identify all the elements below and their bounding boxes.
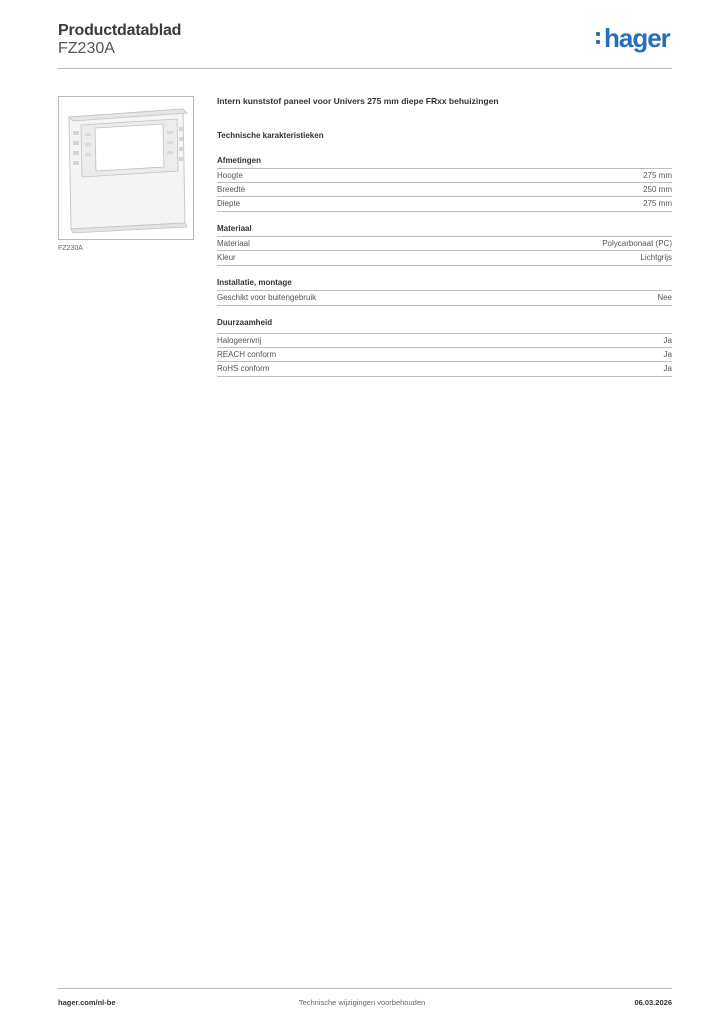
section-title-materiaal: Materiaal: [217, 224, 252, 233]
spec-row: [217, 333, 672, 348]
product-image: [58, 96, 194, 240]
product-panel-illustration: [59, 97, 193, 239]
footer-disclaimer: Technische wijzigingen voorbehouden: [298, 998, 426, 1007]
technical-heading: Technische karakteristieken: [217, 131, 324, 140]
spec-row: [217, 250, 672, 266]
section-title-installatie: Installatie, montage: [217, 278, 292, 287]
spec-row: [217, 196, 672, 212]
spec-value: Lichtgrijs: [640, 253, 672, 262]
hager-logo: [594, 23, 674, 55]
spec-value: Ja: [663, 364, 672, 373]
spec-value: Ja: [663, 336, 672, 345]
spec-value: 275 mm: [643, 171, 672, 180]
logo-text: hager: [604, 23, 670, 53]
spec-label: REACH conform: [217, 350, 277, 359]
spec-row: [217, 290, 672, 306]
spec-label: Halogeenvrij: [217, 336, 262, 345]
image-caption: FZ230A: [58, 245, 83, 252]
spec-value: 275 mm: [643, 199, 672, 208]
product-code: FZ230A: [58, 40, 115, 57]
spec-row: [217, 347, 672, 362]
header-divider: [58, 68, 672, 69]
logo-dot-top: [596, 32, 600, 36]
footer-website-link[interactable]: hager.com/nl-be: [58, 998, 116, 1007]
product-description: Intern kunststof paneel voor Univers 275 mm diepe FRxx behuizingen: [217, 96, 499, 106]
section-title-afmetingen: Afmetingen: [217, 156, 261, 165]
spec-label: Hoogte: [217, 171, 243, 180]
spec-row: [217, 168, 672, 183]
spec-value: Ja: [663, 350, 672, 359]
spec-value: 250 mm: [643, 185, 672, 194]
spec-label: Geschikt voor buitengebruik: [217, 293, 317, 302]
section-title-duurzaamheid: Duurzaamheid: [217, 318, 273, 327]
spec-row: [217, 361, 672, 377]
page-title: Productdatablad: [58, 22, 182, 39]
logo-dot-bottom: [596, 40, 600, 44]
footer-divider: [58, 988, 672, 989]
spec-label: Materiaal: [217, 239, 250, 248]
spec-row: [217, 182, 672, 197]
spec-row: [217, 236, 672, 251]
footer-date: 06.03.2026: [634, 998, 672, 1007]
spec-label: Kleur: [217, 253, 236, 262]
spec-label: Breedte: [217, 185, 246, 194]
spec-label: Diepte: [217, 199, 241, 208]
spec-value: Nee: [657, 293, 672, 302]
spec-label: RoHS conform: [217, 364, 270, 373]
spec-value: Polycarbonaat (PC): [602, 239, 672, 248]
